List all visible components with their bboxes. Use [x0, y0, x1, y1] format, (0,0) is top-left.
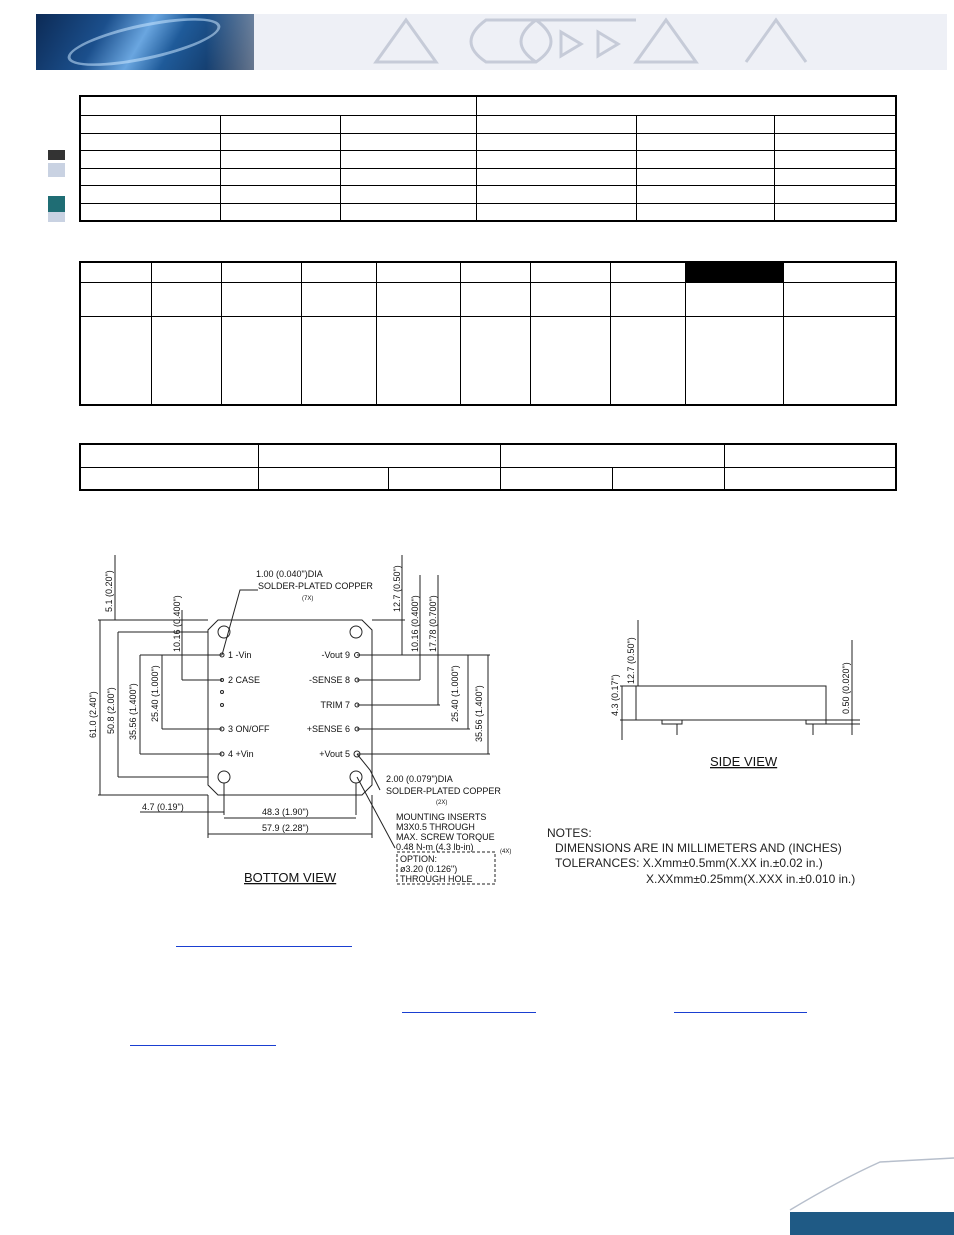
- banner-fade: [206, 14, 326, 70]
- table-row: [81, 133, 896, 150]
- dim-61-0: 61.0 (2.40"): [88, 691, 98, 738]
- banner-logo-watermark: [336, 14, 947, 70]
- pin-label-1: 1 -Vin: [228, 650, 252, 660]
- table-row: [81, 283, 896, 317]
- dim-35-56-left: 35.56 (1.400"): [128, 683, 138, 740]
- mount-hole-br: [350, 771, 362, 783]
- table-2: [80, 262, 896, 405]
- dim-57-9: 57.9 (2.28"): [262, 823, 309, 833]
- inserts-note-1: MOUNTING INSERTS: [396, 812, 487, 822]
- dim-25-40-left: 25.40 (1.000"): [150, 665, 160, 722]
- link-2[interactable]: [402, 1012, 536, 1013]
- table-row: [81, 186, 896, 203]
- table-row: [81, 317, 896, 405]
- inserts-note-2: M3X0.5 THROUGH: [396, 822, 475, 832]
- table-3: [80, 444, 896, 490]
- footer-bar: [790, 1212, 954, 1235]
- side-view-body: [636, 686, 826, 720]
- notes-line-2: TOLERANCES: X.Xmm±0.5mm(X.XX in.±0.02 in.): [555, 856, 823, 870]
- option-note-1: OPTION:: [400, 854, 438, 864]
- pin-label-3: 3 ON/OFF: [228, 724, 270, 734]
- link-4[interactable]: [130, 1045, 276, 1046]
- table-3-h4: [725, 445, 896, 468]
- table-3-h3: [501, 445, 725, 468]
- table-2-header-row: [81, 263, 896, 283]
- dim-4-7: 4.7 (0.19"): [142, 802, 184, 812]
- dim-12-7: 12.7 (0.50"): [392, 565, 402, 612]
- pin-dia-note2-2: SOLDER-PLATED COPPER: [386, 786, 501, 796]
- inserts-note-3: MAX. SCREW TORQUE: [396, 832, 495, 842]
- table-1-header-left: [81, 97, 477, 116]
- table-2-header-highlight: [686, 263, 784, 283]
- swatch-dark: [48, 150, 65, 160]
- table-row: [81, 203, 896, 221]
- dim-5-1: 5.1 (0.20"): [104, 570, 114, 612]
- option-note-3: THROUGH HOLE: [400, 874, 473, 884]
- side-dim-0-50: 0.50 (0.020"): [841, 662, 851, 714]
- swatch-light: [48, 163, 65, 177]
- table-row: [81, 168, 896, 185]
- dim-25-40-right: 25.40 (1.000"): [450, 665, 460, 722]
- dim-17-78: 17.78 (0.700"): [428, 595, 438, 652]
- pin-dia-note-1: 1.00 (0.040")DIA: [256, 569, 323, 579]
- notes-line-3: X.XXmm±0.25mm(X.XXX in.±0.010 in.): [646, 872, 856, 886]
- table-row: [81, 467, 896, 490]
- mount-hole-tr: [350, 626, 362, 638]
- dim-35-56-right: 35.56 (1.400"): [474, 685, 484, 742]
- footer-curve: [780, 1150, 954, 1212]
- pin-dia-note2-count: (2X): [436, 800, 448, 806]
- table-1: [80, 96, 896, 221]
- table-1-header-right: [477, 97, 896, 116]
- table-3-h2: [259, 445, 501, 468]
- bottom-view-title: BOTTOM VIEW: [244, 870, 337, 885]
- pin-label-2: 2 CASE: [228, 675, 261, 685]
- notes-line-1: DIMENSIONS ARE IN MILLIMETERS AND (INCHES): [555, 841, 842, 855]
- side-dim-4-3: 4.3 (0.17"): [610, 674, 620, 716]
- pin-dia-count: (7X): [302, 596, 314, 602]
- mechanical-drawing: [0, 540, 954, 900]
- pin-label-8: -SENSE 8: [308, 675, 350, 685]
- notes-header: NOTES:: [547, 826, 592, 840]
- side-dim-12-7: 12.7 (0.50"): [626, 637, 636, 684]
- pin-dia-note-2: SOLDER-PLATED COPPER: [258, 581, 373, 591]
- dim-50-8: 50.8 (2.00"): [106, 687, 116, 734]
- inserts-count: (4X): [500, 849, 512, 855]
- link-3[interactable]: [674, 1012, 807, 1013]
- dim-48-3: 48.3 (1.90"): [262, 807, 309, 817]
- pin-label-6: +SENSE 6: [306, 724, 350, 734]
- option-note-2: ø3.20 (0.126"): [400, 864, 458, 874]
- pin-dia-note2-1: 2.00 (0.079")DIA: [386, 774, 453, 784]
- header-banner: [36, 14, 947, 70]
- side-view-title: SIDE VIEW: [710, 754, 778, 769]
- table-row: [81, 151, 896, 168]
- table-row: [81, 116, 896, 133]
- table-3-h1: [81, 445, 259, 468]
- mount-hole-bl: [218, 771, 230, 783]
- swatch-light-2: [48, 212, 65, 222]
- dim-10-16-left: 10.16 (0.400"): [172, 595, 182, 652]
- pin-label-7: TRIM 7: [320, 700, 350, 710]
- swatch-teal: [48, 196, 65, 212]
- pin-label-4: 4 +Vin: [228, 749, 254, 759]
- pin-label-5: +Vout 5: [319, 749, 350, 759]
- pin-label-9: -Vout 9: [321, 650, 350, 660]
- inserts-note-4: 0.48 N-m (4.3 lb-in): [396, 842, 474, 852]
- link-1[interactable]: [176, 946, 352, 947]
- dim-10-16-right: 10.16 (0.400"): [410, 595, 420, 652]
